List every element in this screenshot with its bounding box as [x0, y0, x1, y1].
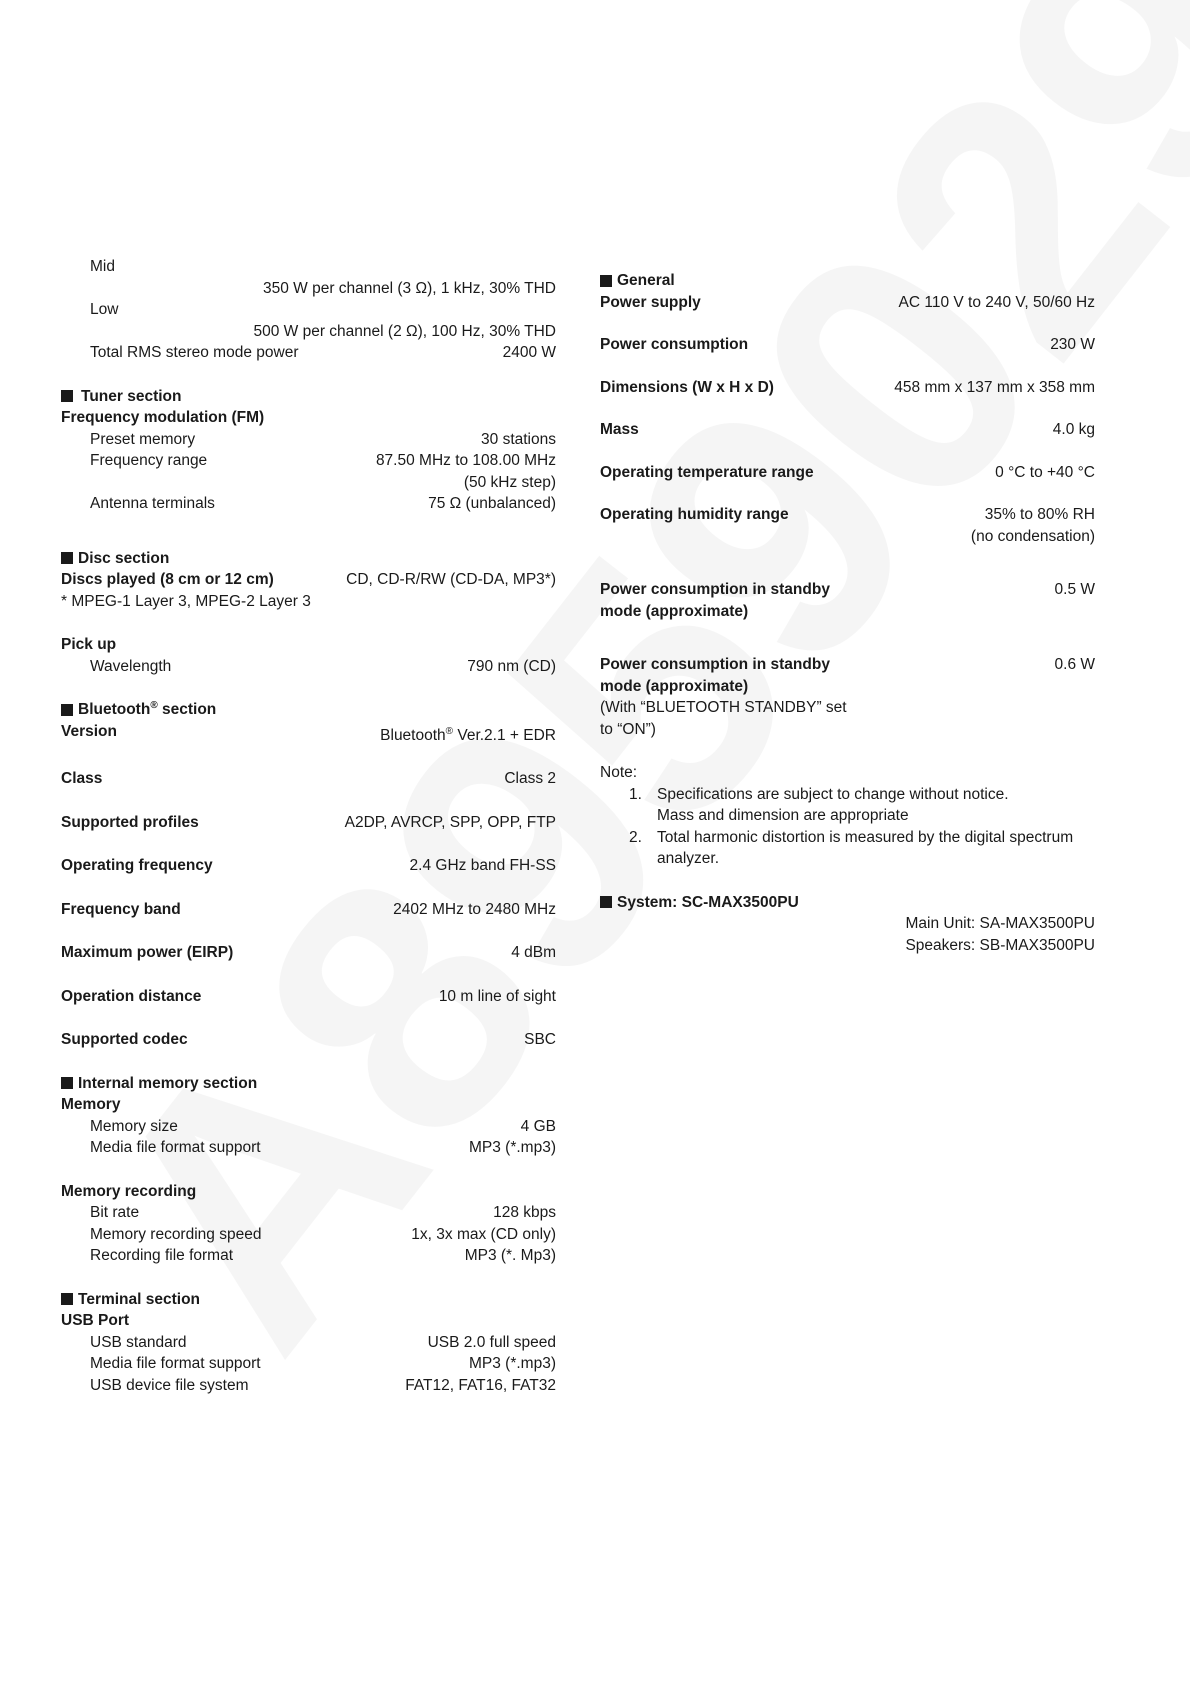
terminal-section-heading	[61, 1289, 556, 1311]
total-power-label: Total RMS stereo mode power	[90, 344, 299, 361]
memory-size-value: 4 GB	[520, 1117, 556, 1135]
memory-recording-heading: Memory recording	[61, 1182, 197, 1200]
discs-played-row	[61, 569, 556, 591]
usb-standard-row	[61, 1332, 556, 1354]
bt-codec-value: SBC	[524, 1031, 556, 1048]
low-value: 500 W per channel (2 Ω), 100 Hz, 30% THD	[253, 322, 556, 340]
memory-heading-text: Internal memory section	[78, 1074, 258, 1092]
bt-power-row	[61, 942, 556, 964]
bt-class-value: Class 2	[504, 770, 556, 787]
memory-subheading: Memory	[61, 1096, 121, 1113]
bt-class-row	[61, 768, 556, 790]
pickup-heading: Pick up	[61, 636, 117, 653]
preset-row	[61, 429, 556, 451]
power-supply-value: AC 110 V to 240 V, 50/60 Hz	[898, 293, 1095, 311]
bt-version-row	[61, 721, 556, 747]
bullet-square-icon	[61, 390, 73, 402]
recording-format-label: Recording file format	[90, 1247, 234, 1264]
bullet-square-icon	[600, 275, 612, 287]
speakers-unit: Speakers: SB-MAX3500PU	[905, 936, 1095, 954]
bullet-square-icon	[600, 896, 612, 908]
usb-filesystem-value: FAT12, FAT16, FAT32	[405, 1376, 556, 1394]
note-title: Note:	[600, 764, 638, 781]
tuner-heading-text: Tuner section	[81, 387, 182, 405]
recording-speed-row	[61, 1224, 556, 1246]
disc-footnote: * MPEG-1 Layer 3, MPEG-2 Layer 3	[61, 592, 311, 610]
note-number: 2.	[629, 828, 642, 846]
bluetooth-heading-text: Bluetooth® section	[78, 699, 217, 718]
bt-power-label: Maximum power (EIRP)	[61, 944, 234, 961]
note-text: Total harmonic distortion is measured by the digital spectrum analyzer.	[657, 828, 1074, 867]
general-section-heading	[600, 270, 1095, 292]
standby-row	[600, 579, 1095, 622]
bt-opfreq-label: Operating frequency	[61, 857, 213, 874]
bt-band-label: Frequency band	[61, 900, 181, 918]
bt-distance-label: Operation distance	[61, 987, 202, 1005]
frequency-range-row	[61, 450, 556, 472]
usb-format-label: Media file format support	[90, 1355, 261, 1372]
usb-filesystem-row	[61, 1375, 556, 1397]
mass-row	[600, 419, 1095, 441]
note-text: Specifications are subject to change without notice. Mass and dimension are appropriate	[657, 785, 1009, 824]
power-supply-label: Power supply	[600, 293, 701, 311]
bt-power-value: 4 dBm	[511, 944, 556, 961]
wavelength-value: 790 nm (CD)	[467, 657, 556, 675]
memory-format-row	[61, 1137, 556, 1159]
bt-band-row	[61, 899, 556, 921]
power-consumption-value: 230 W	[1050, 336, 1095, 353]
bt-profiles-label: Supported profiles	[61, 813, 199, 831]
bt-standby-label: Power consumption in standby mode (approximate)	[600, 656, 830, 695]
temperature-value: 0 °C to +40 °C	[995, 463, 1095, 481]
bt-standby-row	[600, 654, 1095, 740]
memory-size-label: Memory size	[90, 1117, 178, 1135]
bt-standby-label-group	[600, 654, 847, 740]
frequency-step: (50 kHz step)	[463, 473, 556, 491]
disc-heading-text: Disc section	[78, 549, 170, 567]
mass-value: 4.0 kg	[1052, 421, 1095, 438]
left-column	[61, 256, 556, 1396]
bitrate-row	[61, 1202, 556, 1224]
dimensions-row	[600, 377, 1095, 399]
general-heading-text: General	[617, 272, 675, 289]
bullet-square-icon	[61, 1293, 73, 1305]
recording-format-row	[61, 1245, 556, 1267]
power-consumption-row	[600, 334, 1095, 356]
note-item-2	[600, 827, 1095, 870]
humidity-label: Operating humidity range	[600, 506, 789, 523]
main-unit: Main Unit: SA-MAX3500PU	[905, 915, 1095, 932]
memory-format-label: Media file format support	[90, 1139, 261, 1156]
usb-standard-label: USB standard	[90, 1333, 187, 1351]
memory-format-value: MP3 (*.mp3)	[469, 1139, 556, 1156]
temperature-label: Operating temperature range	[600, 463, 814, 481]
humidity-note: (no condensation)	[970, 527, 1095, 545]
standby-value: 0.5 W	[1054, 581, 1095, 598]
humidity-value: 35% to 80% RH	[984, 506, 1095, 523]
bt-profiles-row	[61, 812, 556, 834]
memory-section-heading	[61, 1073, 556, 1095]
usb-format-row	[61, 1353, 556, 1375]
tuner-section-heading	[61, 386, 556, 408]
total-power-row	[61, 342, 556, 364]
preset-label: Preset memory	[90, 430, 196, 448]
mass-label: Mass	[600, 421, 639, 438]
standby-label: Power consumption in standby mode (approximate)	[600, 581, 830, 620]
usb-port-subheading: USB Port	[61, 1312, 130, 1329]
humidity-row	[600, 504, 1095, 526]
bt-distance-row	[61, 986, 556, 1008]
bitrate-value: 128 kbps	[493, 1204, 556, 1221]
frequency-range-label: Frequency range	[90, 452, 208, 469]
bt-standby-note: (With “BLUETOOTH STANDBY” set to “ON”)	[600, 699, 847, 738]
recording-speed-value: 1x, 3x max (CD only)	[411, 1225, 556, 1243]
usb-filesystem-label: USB device file system	[90, 1376, 249, 1394]
power-consumption-label: Power consumption	[600, 336, 749, 353]
bt-codec-row	[61, 1029, 556, 1051]
wavelength-label: Wavelength	[90, 657, 172, 675]
antenna-label: Antenna terminals	[90, 495, 215, 512]
bt-profiles-value: A2DP, AVRCP, SPP, OPP, FTP	[344, 813, 556, 831]
usb-standard-value: USB 2.0 full speed	[427, 1333, 556, 1351]
memory-size-row	[61, 1116, 556, 1138]
mid-label: Mid	[90, 258, 115, 275]
low-label: Low	[90, 301, 119, 318]
discs-played-value: CD, CD-R/RW (CD-DA, MP3*)	[346, 571, 556, 588]
bullet-square-icon	[61, 1077, 73, 1089]
note-item-1	[600, 784, 1095, 827]
bt-version-label: Version	[61, 722, 117, 740]
bt-codec-label: Supported codec	[61, 1031, 188, 1048]
bt-class-label: Class	[61, 770, 103, 787]
preset-value: 30 stations	[481, 430, 556, 448]
recording-speed-label: Memory recording speed	[90, 1225, 262, 1243]
right-column	[600, 270, 1095, 956]
antenna-value: 75 Ω (unbalanced)	[428, 495, 556, 512]
dimensions-label: Dimensions (W x H x D)	[600, 378, 774, 396]
discs-played-label: Discs played (8 cm or 12 cm)	[61, 571, 274, 588]
bt-opfreq-row	[61, 855, 556, 877]
temperature-row	[600, 462, 1095, 484]
bt-distance-value: 10 m line of sight	[438, 987, 556, 1005]
bt-opfreq-value: 2.4 GHz band FH-SS	[409, 857, 556, 874]
system-heading-text: System: SC-MAX3500PU	[617, 893, 799, 911]
bt-band-value: 2402 MHz to 2480 MHz	[393, 900, 556, 918]
bt-standby-value: 0.6 W	[1054, 656, 1095, 673]
bullet-square-icon	[61, 704, 73, 716]
bt-version-value: Bluetooth® Ver.2.1 + EDR	[380, 725, 556, 744]
usb-format-value: MP3 (*.mp3)	[469, 1355, 556, 1372]
fm-subheading: Frequency modulation (FM)	[61, 409, 265, 426]
recording-format-value: MP3 (*. Mp3)	[464, 1247, 556, 1264]
bluetooth-section-heading	[61, 699, 556, 721]
total-power-value: 2400 W	[502, 344, 556, 361]
bitrate-label: Bit rate	[90, 1204, 140, 1221]
bullet-square-icon	[61, 552, 73, 564]
antenna-row	[61, 493, 556, 515]
mid-value: 350 W per channel (3 Ω), 1 kHz, 30% THD	[262, 279, 556, 297]
dimensions-value: 458 mm x 137 mm x 358 mm	[894, 378, 1095, 396]
disc-section-heading	[61, 548, 556, 570]
system-section-heading	[600, 892, 1095, 914]
note-number: 1.	[629, 785, 642, 803]
power-supply-row	[600, 292, 1095, 314]
terminal-heading-text: Terminal section	[78, 1290, 201, 1308]
frequency-range-value: 87.50 MHz to 108.00 MHz	[375, 452, 556, 469]
wavelength-row	[61, 656, 556, 678]
